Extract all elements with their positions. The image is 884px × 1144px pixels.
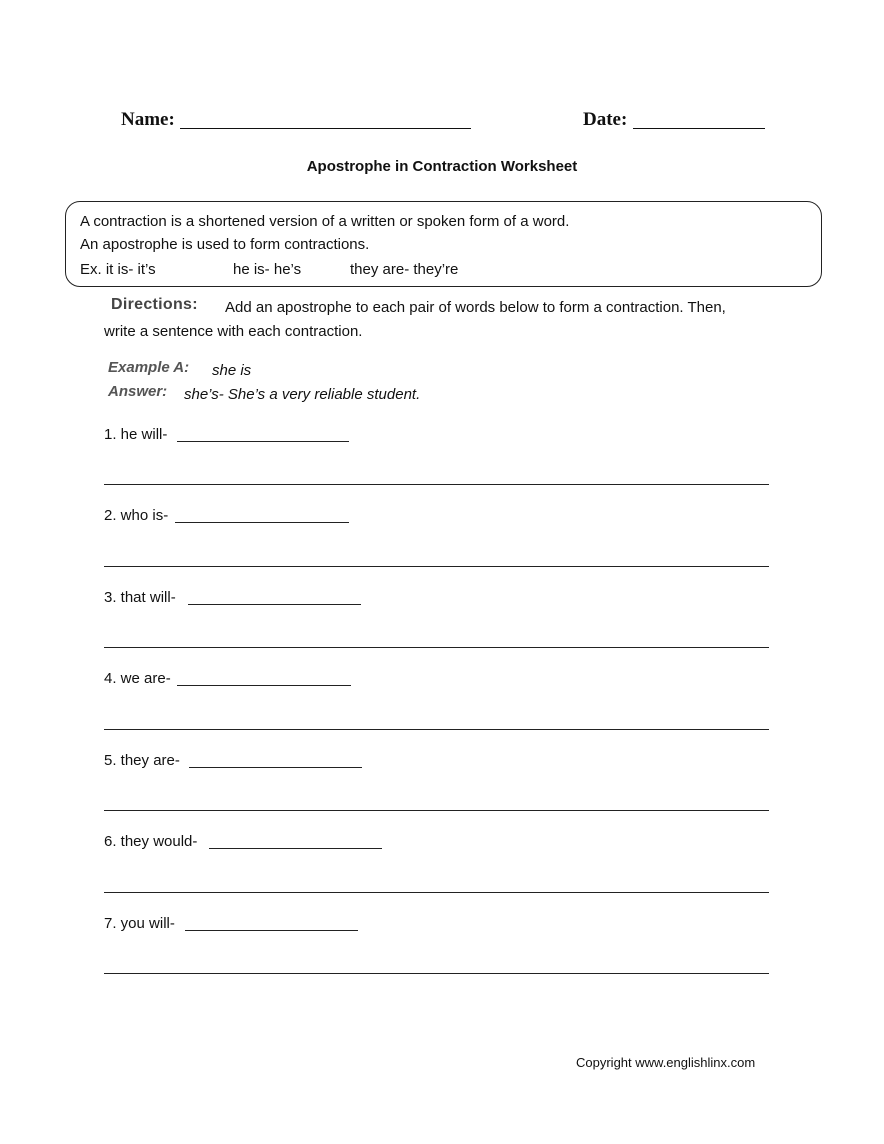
sentence-line-1[interactable] [104,484,769,485]
question-1: 1. he will- [104,426,168,443]
question-3: 3. that will- [104,589,176,606]
example-value: she is [212,362,252,379]
info-line-1: A contraction is a shortened version of a written or spoken form of a word. [80,213,570,230]
sentence-line-7[interactable] [104,973,769,974]
answer-blank-4[interactable] [177,685,351,686]
answer-blank-5[interactable] [189,767,362,768]
question-6: 6. they would- [104,833,198,850]
sentence-line-6[interactable] [104,892,769,893]
answer-blank-7[interactable] [185,930,358,931]
name-label: Name: [121,109,175,130]
info-line-2: An apostrophe is used to form contractions. [80,236,370,253]
directions-text-1: Add an apostrophe to each pair of words below to form a contraction. Then, [225,299,726,316]
date-field-line[interactable] [633,128,765,129]
sentence-line-4[interactable] [104,729,769,730]
answer-value: she’s- She’s a very reliable student. [184,386,421,403]
question-7: 7. you will- [104,915,175,932]
info-example-3: they are- they’re [350,261,459,278]
name-field-line[interactable] [180,128,471,129]
example-label: Example A: [108,359,190,376]
question-2: 2. who is- [104,507,169,524]
sentence-line-5[interactable] [104,810,769,811]
directions-label: Directions: [111,296,198,313]
answer-blank-2[interactable] [175,522,349,523]
answer-blank-1[interactable] [177,441,349,442]
question-4: 4. we are- [104,670,171,687]
sentence-line-3[interactable] [104,647,769,648]
copyright-text: Copyright www.englishlinx.com [576,1055,756,1070]
page-title: Apostrophe in Contraction Worksheet [306,158,578,175]
question-5: 5. they are- [104,752,180,769]
directions-text-2: write a sentence with each contraction. [104,323,363,340]
answer-label: Answer: [108,383,168,400]
answer-blank-6[interactable] [209,848,382,849]
answer-blank-3[interactable] [188,604,361,605]
info-example-1: Ex. it is- it’s [80,261,156,278]
date-label: Date: [583,109,628,130]
sentence-line-2[interactable] [104,566,769,567]
info-example-2: he is- he’s [233,261,302,278]
